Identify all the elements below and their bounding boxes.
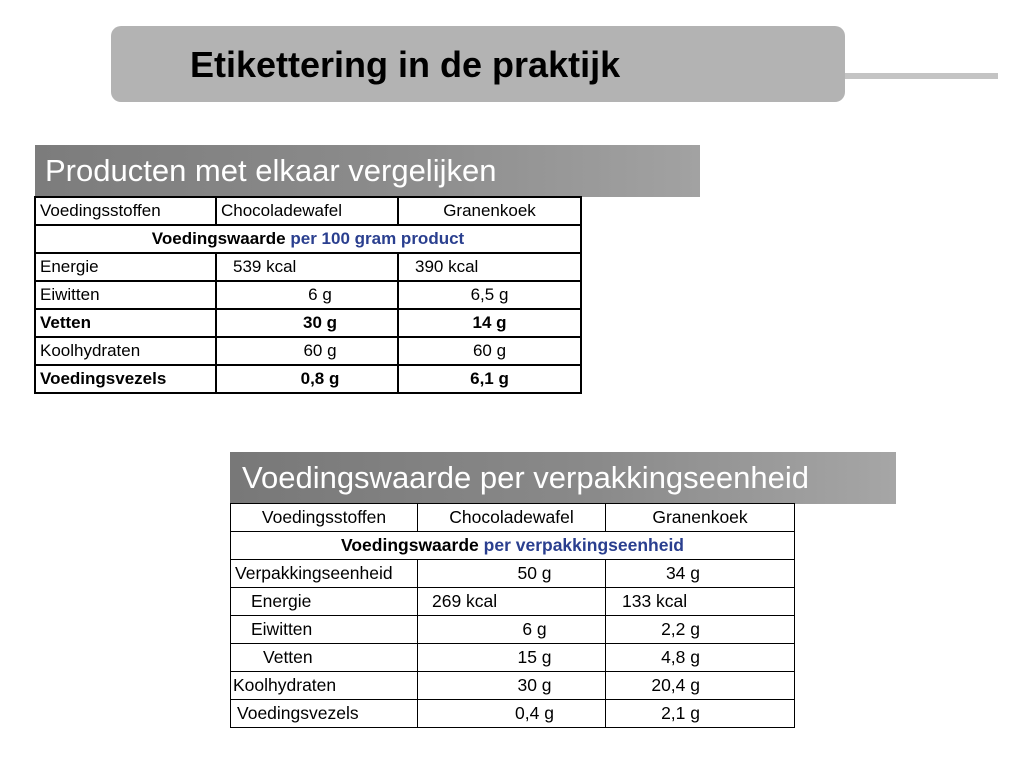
value-granenkoek: 2,1 g xyxy=(606,700,795,728)
section2-banner: Voedingswaarde per verpakkingseenheid xyxy=(230,452,896,504)
table-subheader-row xyxy=(231,532,795,560)
table-row xyxy=(35,253,581,281)
subheader-blue: per verpakkingseenheid xyxy=(483,535,685,555)
table-row xyxy=(35,281,581,309)
table-row xyxy=(35,309,581,337)
value-chocoladewafel: 0,8 g xyxy=(216,365,398,393)
row-label: Verpakkingseenheid xyxy=(231,560,418,588)
subheader-cell xyxy=(35,225,581,253)
header-cell: Granenkoek xyxy=(606,504,795,532)
subheader-blue: per 100 gram product xyxy=(290,229,465,248)
table-row xyxy=(231,644,795,672)
value-chocoladewafel: 6 g xyxy=(418,616,606,644)
value-granenkoek: 390 kcal xyxy=(398,253,581,281)
row-label: Voedingsvezels xyxy=(35,365,216,393)
table-row xyxy=(231,672,795,700)
table-row xyxy=(231,588,795,616)
section1-banner: Producten met elkaar vergelijken xyxy=(35,145,700,197)
header-cell: Chocoladewafel xyxy=(216,197,398,225)
row-label: Energie xyxy=(35,253,216,281)
value-chocoladewafel: 6 g xyxy=(216,281,398,309)
value-granenkoek: 6,1 g xyxy=(398,365,581,393)
nutrition-table-per-100g xyxy=(34,196,582,394)
table-row xyxy=(35,337,581,365)
title-divider-line xyxy=(845,73,998,79)
value-granenkoek: 4,8 g xyxy=(606,644,795,672)
value-chocoladewafel: 30 g xyxy=(216,309,398,337)
header-cell: Granenkoek xyxy=(398,197,581,225)
row-label: Koolhydraten xyxy=(231,672,418,700)
row-label: Vetten xyxy=(231,644,418,672)
header-cell: Voedingsstoffen xyxy=(35,197,216,225)
subheader-bold: Voedingswaarde xyxy=(340,535,479,555)
table-header-row xyxy=(231,504,795,532)
value-granenkoek: 60 g xyxy=(398,337,581,365)
row-label: Voedingsvezels xyxy=(231,700,418,728)
value-granenkoek: 133 kcal xyxy=(606,588,795,616)
row-label: Koolhydraten xyxy=(35,337,216,365)
value-chocoladewafel: 539 kcal xyxy=(216,253,398,281)
value-chocoladewafel: 15 g xyxy=(418,644,606,672)
table-row xyxy=(231,700,795,728)
table-row xyxy=(231,616,795,644)
row-label: Eiwitten xyxy=(231,616,418,644)
value-chocoladewafel: 50 g xyxy=(418,560,606,588)
value-chocoladewafel: 30 g xyxy=(418,672,606,700)
page-title: Etikettering in de praktijk xyxy=(190,44,621,85)
value-chocoladewafel: 60 g xyxy=(216,337,398,365)
row-label: Energie xyxy=(231,588,418,616)
value-granenkoek: 2,2 g xyxy=(606,616,795,644)
table-row xyxy=(35,365,581,393)
header-cell: Voedingsstoffen xyxy=(231,504,418,532)
table-header-row xyxy=(35,197,581,225)
table-row xyxy=(231,560,795,588)
value-granenkoek: 6,5 g xyxy=(398,281,581,309)
row-label: Vetten xyxy=(35,309,216,337)
nutrition-table-per-package xyxy=(230,503,795,728)
value-chocoladewafel: 269 kcal xyxy=(418,588,606,616)
row-label: Eiwitten xyxy=(35,281,216,309)
value-granenkoek: 14 g xyxy=(398,309,581,337)
table-subheader-row xyxy=(35,225,581,253)
value-granenkoek: 34 g xyxy=(606,560,795,588)
subheader-cell xyxy=(231,532,795,560)
header-cell: Chocoladewafel xyxy=(418,504,606,532)
subheader-bold: Voedingswaarde xyxy=(151,229,286,248)
value-chocoladewafel: 0,4 g xyxy=(418,700,606,728)
value-granenkoek: 20,4 g xyxy=(606,672,795,700)
